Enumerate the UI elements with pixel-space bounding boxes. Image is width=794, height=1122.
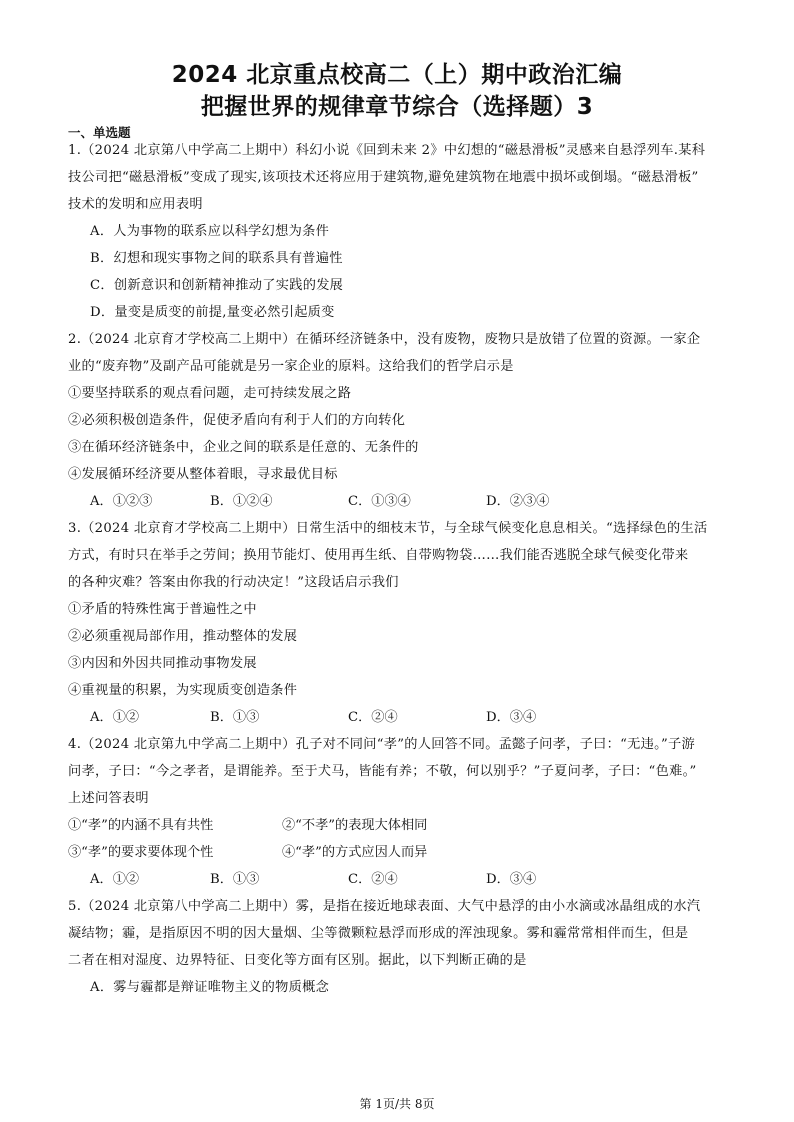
q5-stem-line1: 5.（2024 北京第八中学高二上期中）雾，是指在接近地球表面、大气中悬浮的由小水滴或冰晶组成的水汽	[68, 899, 701, 914]
q3-statement-3: ③内因和外因共同推动事物发展	[68, 656, 257, 671]
q4-option-d: D．③④	[486, 872, 537, 887]
q1-option-c: C．创新意识和创新精神推动了实践的发展	[90, 278, 344, 293]
q2-statement-1: ①要坚持联系的观点看问题，走可持续发展之路	[68, 386, 352, 401]
section-heading: 一、单选题	[68, 125, 131, 140]
q4-statement-1: ①“孝”的内涵不具有共性	[68, 818, 214, 833]
q4-stem-line1: 4.（2024 北京第九中学高二上期中）孔子对不同问“孝”的人回答不同。孟懿子问孝，子曰：“无违。”子游	[68, 737, 695, 752]
q1-stem-line3: 技术的发明和应用表明	[68, 197, 203, 212]
q3-stem-line1: 3.（2024 北京育才学校高二上期中）日常生活中的细枝末节，与全球气候变化息息相关。“选择绿色的生活	[68, 521, 708, 536]
q3-stem-line3: 的各种灾难？答案由你我的行动决定！”这段话启示我们	[68, 575, 399, 590]
q4-option-a: A．①②	[90, 872, 140, 887]
q1-option-b: B．幻想和现实事物之间的联系具有普遍性	[90, 251, 343, 266]
page-footer: 第 1页/共 8页	[359, 1097, 435, 1111]
q3-statement-1: ①矛盾的特殊性寓于普遍性之中	[68, 602, 257, 617]
q4-option-c: C．②④	[348, 872, 398, 887]
q5-stem-line2: 凝结物；霾，是指原因不明的因大量烟、尘等微颗粒悬浮而形成的浑浊现象。雾和霾常常相伴而生，但是	[68, 926, 689, 941]
q1-option-d: D．量变是质变的前提,量变必然引起质变	[90, 305, 335, 320]
q1-stem-line2: 技公司把“磁悬滑板”变成了现实,该项技术还将应用于建筑物,避免建筑物在地震中损坏或倒塌。“磁悬滑板”	[68, 170, 699, 185]
q4-stem-line3: 上述问答表明	[68, 791, 149, 806]
q2-option-b: B．①②④	[210, 494, 273, 509]
q2-stem-line2: 业的“废弃物”及副产品可能就是另一家企业的原料。这给我们的哲学启示是	[68, 359, 514, 374]
q3-option-c: C．②④	[348, 710, 398, 725]
q2-statement-4: ④发展循环经济要从整体着眼，寻求最优目标	[68, 467, 338, 482]
q2-statement-3: ③在循环经济链条中，企业之间的联系是任意的、无条件的	[68, 440, 419, 455]
q3-stem-line2: 方式，有时只在举手之劳间；换用节能灯、使用再生纸、自带购物袋……我们能否逃脱全球气候变化带来	[68, 548, 689, 563]
q4-statement-2: ②“不孝”的表现大体相同	[282, 818, 428, 833]
q2-stem-line1: 2.（2024 北京育才学校高二上期中）在循环经济链条中，没有废物，废物只是放错了位置的资源。一家企	[68, 332, 701, 347]
q3-option-d: D．③④	[486, 710, 537, 725]
q4-statement-4: ④“孝”的方式应因人而异	[282, 845, 428, 860]
q1-option-a: A．人为事物的联系应以科学幻想为条件	[90, 224, 330, 239]
doc-title-line2: 把握世界的规律章节综合（选择题）3	[200, 94, 594, 120]
q3-option-b: B．①③	[210, 710, 260, 725]
q3-option-a: A．①②	[90, 710, 140, 725]
q3-statement-2: ②必须重视局部作用，推动整体的发展	[68, 629, 298, 644]
q1-stem-line1: 1.（2024 北京第八中学高二上期中）科幻小说《回到未来 2》中幻想的“磁悬滑板”灵感来自悬浮列车.某科	[68, 143, 706, 158]
q3-statement-4: ④重视量的积累，为实现质变创造条件	[68, 683, 298, 698]
q4-statement-3: ③“孝”的要求要体现个性	[68, 845, 214, 860]
q2-option-a: A．①②③	[90, 494, 153, 509]
doc-title-line1: 2024 北京重点校高二（上）期中政治汇编	[171, 62, 623, 88]
q4-option-b: B．①③	[210, 872, 260, 887]
q2-option-d: D．②③④	[486, 494, 550, 509]
q5-stem-line3: 二者在相对湿度、边界特征、日变化等方面有区别。据此，以下判断正确的是	[68, 953, 527, 968]
q5-option-a: A．雾与霾都是辩证唯物主义的物质概念	[90, 980, 330, 995]
q4-stem-line2: 问孝，子曰：“今之孝者，是谓能养。至于犬马，皆能有养；不敬，何以别乎？”子夏问孝，子曰：“色难。”	[68, 764, 697, 779]
q2-option-c: C．①③④	[348, 494, 411, 509]
q2-statement-2: ②必须积极创造条件，促使矛盾向有利于人们的方向转化	[68, 413, 406, 428]
